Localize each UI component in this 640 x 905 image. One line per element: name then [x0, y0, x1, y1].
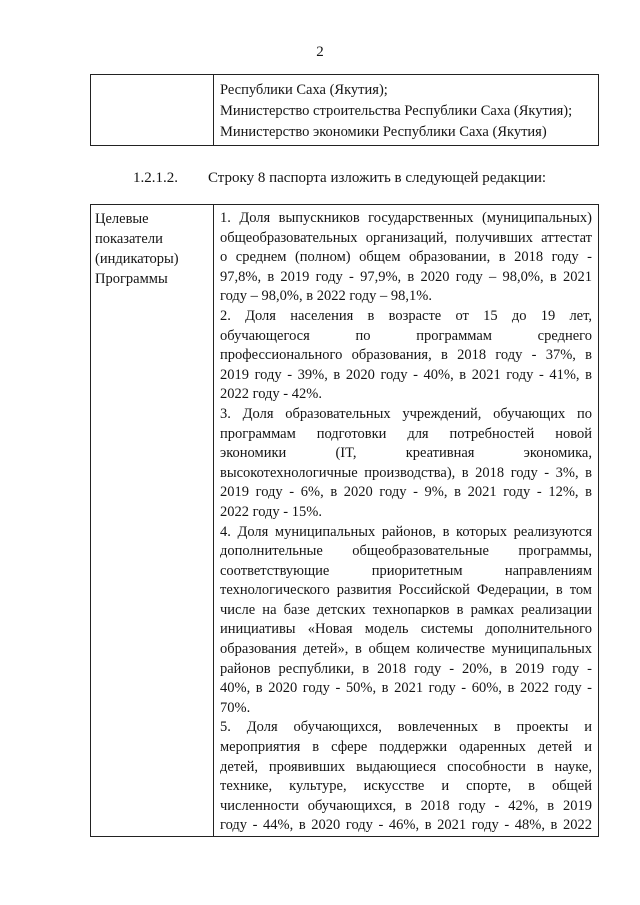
target-indicators-table: [90, 204, 599, 837]
text-line: Министерство строительства Республики Саха (Якутия);: [220, 103, 573, 119]
indicator-line: 5. Доля обучающихся, вовлеченных в проекты и: [220, 719, 592, 736]
responsible-executors-table: [90, 74, 599, 146]
indicator-line: 40%, в 2020 году - 50%, в 2021 году - 60%, в 2022 году -: [220, 680, 592, 697]
text-line: Республики Саха (Якутия);: [220, 82, 388, 98]
indicator-line: 2022 году - 15%.: [220, 503, 322, 520]
indicator-line: 2019 году - 39%, в 2020 году - 40%, в 2021 году - 41%, в: [220, 366, 592, 383]
label-line: показатели: [95, 231, 163, 247]
indicator-line: программам подготовки для потребностей новой: [220, 425, 592, 442]
indicator-line: числе на базе детских технопарков в рамках реализации: [220, 601, 592, 618]
indicator-line: мероприятия в сфере поддержки одаренных детей и: [220, 739, 592, 756]
indicator-line: 1. Доля выпускников государственных (муниципальных): [220, 210, 592, 226]
indicator-line: численности обучающихся, в 2018 году - 42%, в 2019: [220, 797, 592, 814]
indicator-line: районов республики, в 2018 году - 20%, в 2019 году -: [220, 660, 592, 677]
indicator-line: 70%.: [220, 699, 251, 716]
indicators-content-cell: [214, 205, 599, 837]
page-number: 2: [316, 44, 324, 60]
indicator-line: году - 44%, в 2020 году - 46%, в 2021 году - 48%, в 2022: [220, 817, 592, 834]
indicator-line: инициативы «Новая модель системы дополнительного: [220, 621, 592, 638]
indicator-line: 2022 году - 42%.: [220, 386, 322, 403]
text-line: Министерство экономики Республики Саха (Якутия): [220, 124, 547, 140]
indicators-list: [214, 205, 598, 836]
label-line: (индикаторы): [95, 251, 179, 267]
indicator-line: экономики (IT, креативная экономика,: [220, 445, 592, 462]
indicator-line: профессионального образования, в 2018 году - 37%, в: [220, 347, 592, 364]
indicator-item: [220, 405, 592, 523]
indicator-line: образования детей», в общем количестве муниципальных: [220, 641, 592, 658]
table-left-cell: [91, 75, 214, 146]
indicator-line: дополнительные общеобразовательные программы,: [220, 543, 592, 560]
indicator-line: соответствующие приоритетным направлениям: [220, 562, 592, 579]
clause-paragraph: [133, 170, 546, 187]
indicator-line: обучающегося по программам среднего: [220, 327, 592, 344]
indicator-line: году – 98,0%, в 2022 году – 98,1%.: [220, 288, 432, 305]
table-right-cell: [214, 75, 599, 146]
indicator-line: 97,8%, в 2019 году - 97,9%, в 2020 году – 98,0%, в 2021: [220, 268, 592, 285]
indicator-item: [220, 718, 592, 836]
indicator-line: технике, культуре, искусстве и спорте, в общей: [220, 778, 592, 795]
indicator-line: технологического развития Российской Федерации, в том: [220, 582, 592, 599]
clause-text: Строку 8 паспорта изложить в следующей редакции:: [208, 170, 547, 186]
indicator-item: [220, 307, 592, 405]
indicator-line: о среднем (полном) общем образовании, в 2018 году -: [220, 249, 592, 266]
indicator-item: [220, 209, 592, 307]
indicators-label-cell: [91, 205, 214, 837]
label-line: Программы: [95, 271, 168, 287]
indicator-line: детей, проявивших выдающиеся способности в науке,: [220, 758, 592, 775]
indicator-line: 2019 году - 6%, в 2020 году - 9%, в 2021 году - 12%, в: [220, 484, 592, 501]
indicator-line: 4. Доля муниципальных районов, в которых реализуются: [220, 523, 592, 540]
indicator-item: [220, 523, 592, 719]
label-line: Целевые: [95, 211, 149, 227]
indicator-line: высокотехнологичные производства), в 2018 году - 3%, в: [220, 464, 592, 481]
clause-number: 1.2.1.2.: [133, 170, 178, 186]
indicator-line: 3. Доля образовательных учреждений, обучающих по: [220, 405, 592, 422]
indicator-line: общеобразовательных организаций, получивших аттестат: [220, 229, 592, 246]
indicator-line: 2. Доля населения в возрасте от 15 до 19 лет,: [220, 307, 592, 324]
